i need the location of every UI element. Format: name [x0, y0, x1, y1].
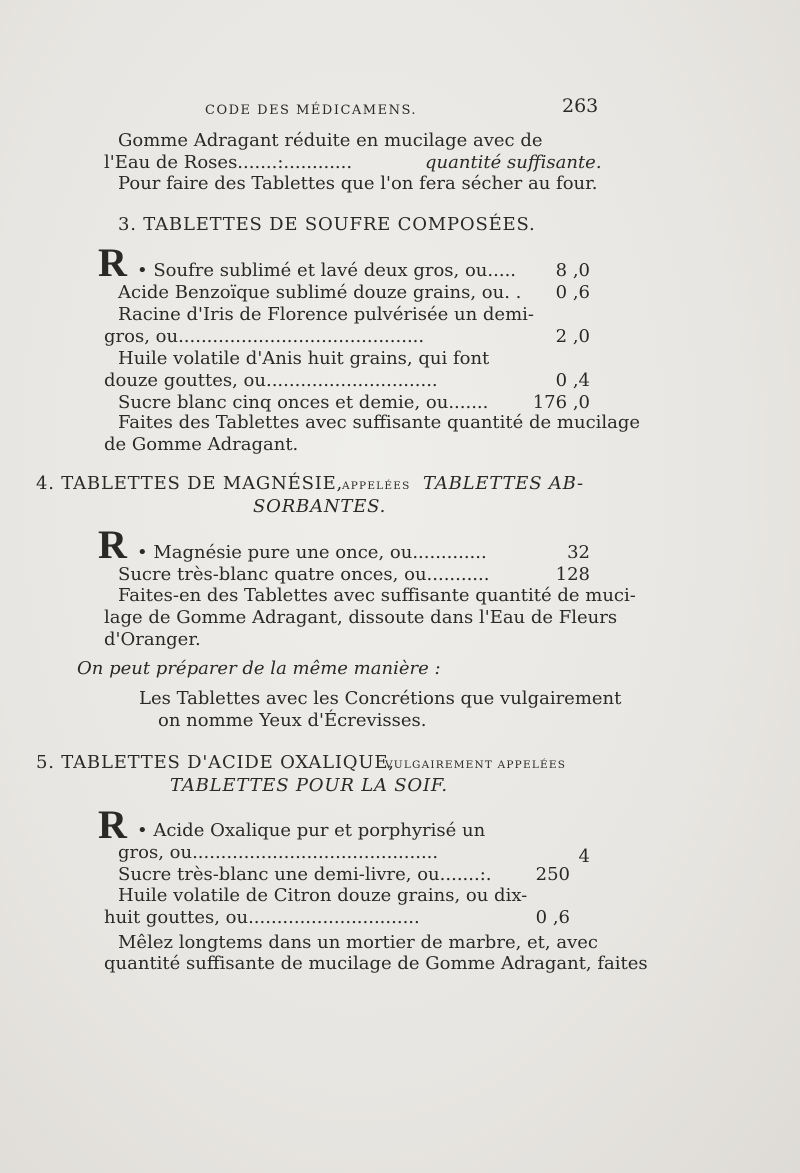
ingredient-line: gros, ou...........................................: [118, 842, 439, 863]
section-4-title-small: APPELÉES: [342, 480, 411, 492]
ingredient-value: 0 ,4: [555, 370, 590, 391]
running-header: CODE DES MÉDICAMENS.: [205, 103, 418, 118]
instruction-line: Mêlez longtems dans un mortier de marbre, et, avec: [118, 932, 598, 953]
ingredient-value: 128: [555, 564, 590, 585]
instruction-line: d'Oranger.: [104, 629, 201, 650]
ingredient-value: 176 ,0: [532, 392, 590, 413]
ingredient-value: 250: [535, 864, 570, 885]
ingredient-value: 0 ,6: [555, 282, 590, 303]
instruction-line: de Gomme Adragant.: [104, 434, 299, 455]
section-4-title-italic-cont: SORBANTES.: [253, 496, 387, 517]
ingredient-line: douze gouttes, ou..............................: [104, 370, 438, 391]
instruction-line: quantité suffisante de mucilage de Gomme Adragant, faites: [104, 953, 648, 974]
section-5-title-small: VULGAIREMENT APPELÉES: [385, 759, 567, 771]
section-5-title-italic: TABLETTES POUR LA SOIF.: [170, 775, 448, 796]
ingredient-value: 4: [578, 846, 590, 867]
ingredient-line: • Magnésie pure une once, ou.............: [137, 542, 487, 563]
intro-line-2-right: quantité suffisante.: [425, 152, 602, 173]
section-4-title: 4. TABLETTES DE MAGNÉSIE,: [36, 473, 344, 494]
ingredient-value: 0 ,6: [535, 907, 570, 928]
ingredient-line: Sucre blanc cinq onces et demie, ou.......: [118, 392, 489, 413]
ingredient-line: Acide Benzoïque sublimé douze grains, ou. .: [118, 282, 522, 303]
ingredient-line: Racine d'Iris de Florence pulvérisée un demi-: [118, 304, 534, 325]
variant-line: on nomme Yeux d'Écrevisses.: [158, 710, 427, 731]
instruction-line: Faites des Tablettes avec suffisante quantité de mucilage: [118, 412, 641, 433]
section-3-title: 3. TABLETTES DE SOUFRE COMPOSÉES.: [118, 214, 536, 235]
instruction-line: lage de Gomme Adragant, dissoute dans l'Eau de Fleurs: [104, 607, 618, 628]
section-4-title-italic: TABLETTES AB-: [423, 473, 584, 494]
intro-line-3: Pour faire des Tablettes que l'on fera sécher au four.: [118, 173, 598, 194]
ingredient-line: • Soufre sublimé et lavé deux gros, ou.....: [137, 260, 517, 281]
ingredient-line: Sucre très-blanc quatre onces, ou...........: [118, 564, 490, 585]
recipe-symbol: R: [98, 240, 127, 285]
section-5-title: 5. TABLETTES D'ACIDE OXALIQUE,: [36, 752, 395, 773]
variant-line: Les Tablettes avec les Concrétions que vulgairement: [139, 688, 622, 709]
ingredient-line: Huile volatile de Citron douze grains, ou dix-: [118, 885, 528, 906]
page-number: 263: [562, 95, 599, 117]
ingredient-value: 8 ,0: [555, 260, 590, 281]
variant-heading: On peut préparer de la même manière :: [77, 658, 441, 679]
ingredient-value: 2 ,0: [555, 326, 590, 347]
ingredient-line: huit gouttes, ou..............................: [104, 907, 420, 928]
ingredient-line: Huile volatile d'Anis huit grains, qui font: [118, 348, 490, 369]
instruction-line: Faites-en des Tablettes avec suffisante quantité de muci-: [118, 585, 636, 606]
intro-line-2-left: l'Eau de Roses.......:............: [104, 152, 353, 173]
ingredient-line: • Acide Oxalique pur et porphyrisé un: [137, 820, 486, 841]
recipe-symbol: R: [98, 802, 127, 847]
intro-line-1: Gomme Adragant réduite en mucilage avec de: [118, 130, 543, 151]
ingredient-line: Sucre très-blanc une demi-livre, ou.......:.: [118, 864, 492, 885]
recipe-symbol: R: [98, 522, 127, 567]
ingredient-line: gros, ou...........................................: [104, 326, 425, 347]
ingredient-value: 32: [567, 542, 590, 563]
